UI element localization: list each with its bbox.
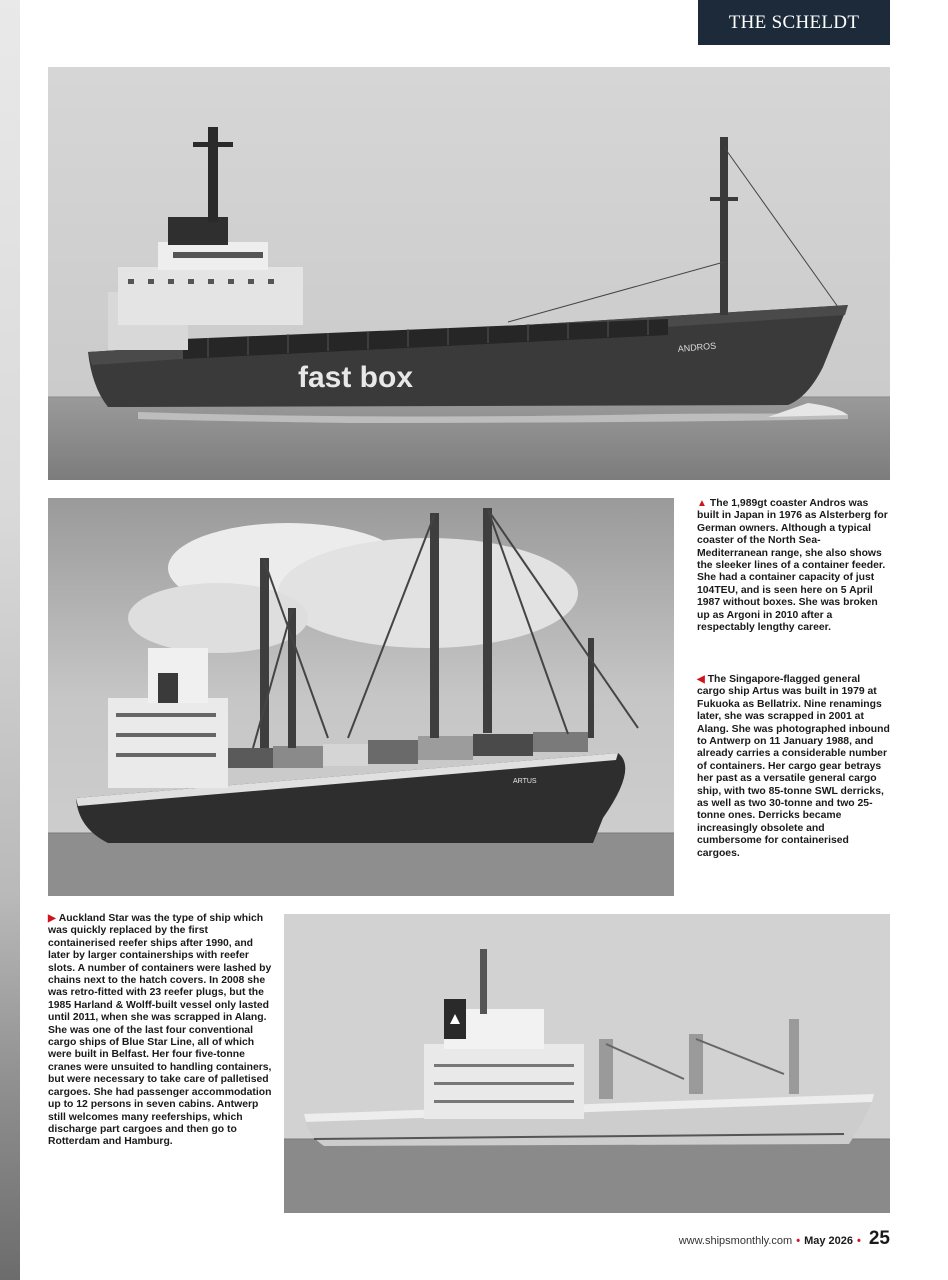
footer-website: www.shipsmonthly.com xyxy=(678,1235,793,1247)
footer-separator: • xyxy=(796,1235,801,1247)
photo-auckland-star xyxy=(284,914,890,1213)
caption-auckland-text: Auckland Star was the type of ship which was quickly replaced by the first containerised reefer ships after 1990, and later by larger containerships with reefer slots. A number of containers were lashed by chains next to the hatch covers. In 2008 she was retro-fitted with 23 reefer plugs, but the 1985 Harland & Wolff-built vessel only lasted until 2011, when she was scrapped in Alang. She was one of the last four conventional cargo ships of Blue Star Line, all of which were built in Belfast. Her four five-tonne cranes were unsuited to handling containers, but were necessary to take care of palletised cargoes. She had passenger accommodation up to 12 persons in seven cabins. Antwerp still welcomes many reeferships, which discharge part cargoes and then go to Rotterdam and Hamburg. xyxy=(48,913,272,1148)
hull-logo-text: fast box xyxy=(298,361,414,394)
caption-artus-text: The Singapore-flagged general cargo ship Artus was built in 1979 at Fukuoka as Bellatrix. Nine renamings later, she was scrapped in 2001 at Alang. She was photographed inbound to Antwerp on 11 January 1988, and already carries a considerable number of containers. Her cargo gear betrays her past as a versatile general cargo ship, with two 85-tonne SWL derricks, as well as two 30-tonne and two 25-tonne ones. Derricks became increasingly obsolete and cumbersome for containerised cargoes. xyxy=(697,674,890,859)
page-number: 25 xyxy=(868,1228,890,1249)
photo-auckland-star-image xyxy=(284,914,890,1213)
page-footer xyxy=(600,1228,890,1250)
photo-andros-image xyxy=(48,67,890,480)
caption-andros-text: The 1,989gt coaster Andros was built in Japan in 1976 as Alsterberg for German owners. Although a typical coaster of the North Sea-Mediterranean range, she also shows the sleeker lines of a container feeder. She had a container capacity of just 104TEU, and is seen here on 5 April 1987 without boxes. She was broken up as Argoni in 2010 after a respectably lengthy career. xyxy=(697,498,888,634)
caption-marker-right-arrow: ▶ xyxy=(48,913,56,924)
caption-andros xyxy=(697,498,890,634)
photo-andros xyxy=(48,67,890,480)
caption-artus xyxy=(697,674,890,860)
ship-name-plate: ARTUS xyxy=(513,778,537,785)
photo-artus xyxy=(48,498,674,896)
caption-auckland-star xyxy=(48,913,274,1149)
footer-separator: • xyxy=(857,1235,861,1247)
section-header-tab xyxy=(698,0,890,45)
caption-marker-left-arrow: ◀ xyxy=(697,674,705,685)
ship-name-plate: ANDROS xyxy=(677,340,717,354)
page-edge-strip xyxy=(0,0,20,1280)
footer-issue-date: May 2026 xyxy=(804,1235,853,1247)
caption-marker-up-arrow: ▲ xyxy=(697,498,707,509)
photo-artus-image xyxy=(48,498,674,896)
section-title: THE SCHELDT xyxy=(728,11,860,33)
